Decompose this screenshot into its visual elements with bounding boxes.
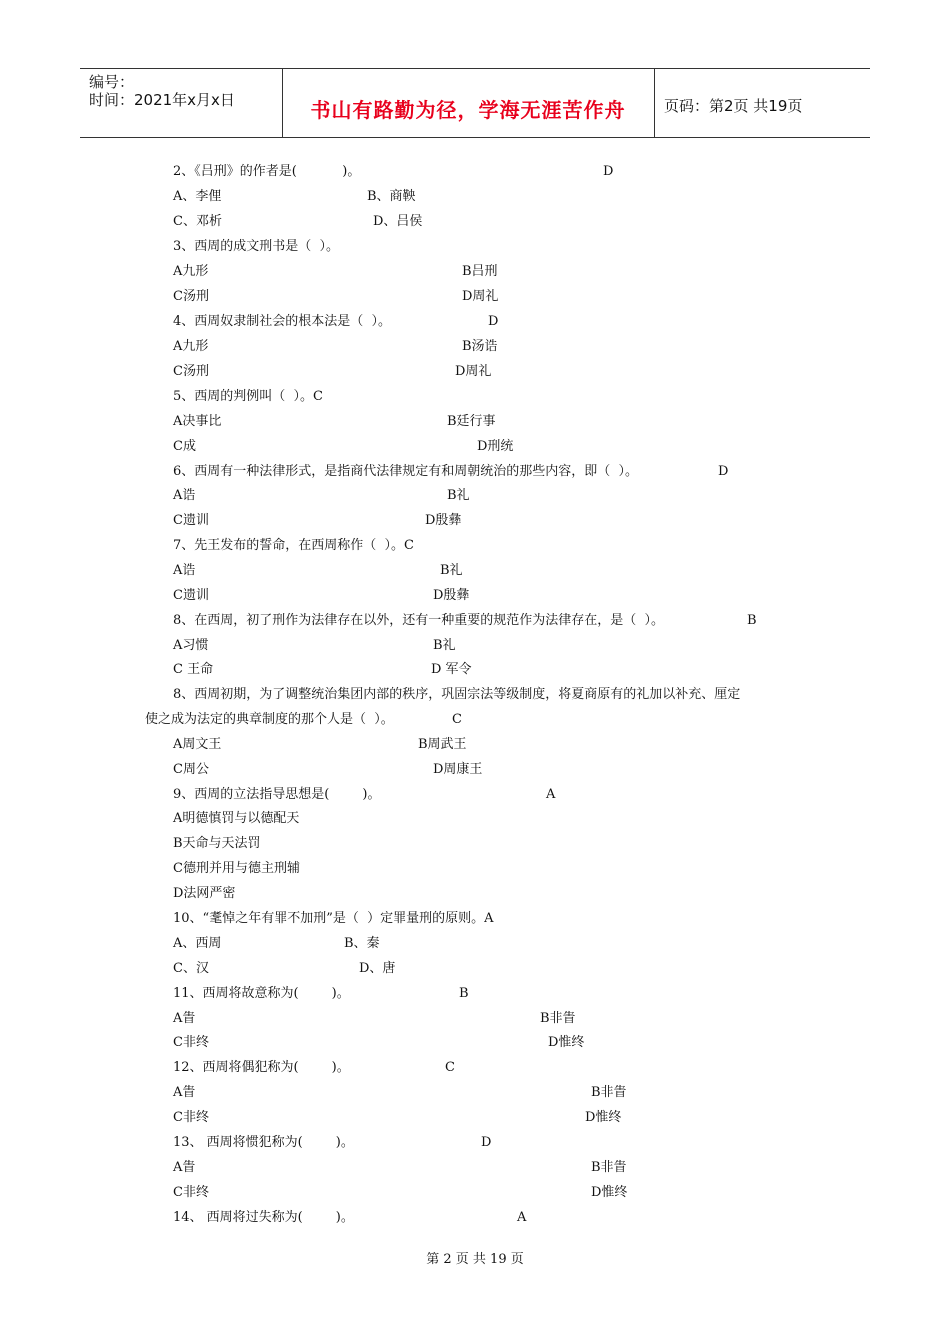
text-segment: B周武王 [418,737,467,752]
text-segment: B礼 [447,488,470,503]
text-segment: 3、西周的成文刑书是（ ）。 [173,239,340,254]
text-segment: D [488,314,499,329]
text-segment: C 王命 [173,662,214,677]
text-segment: A诰 [173,488,196,503]
text-segment: A眚 [173,1085,196,1100]
text-segment: 14、 西周将过失称为( )。 [173,1210,354,1225]
text-segment: D法网严密 [173,886,236,901]
text-segment: D周礼 [455,364,492,379]
text-segment: B [459,986,469,1001]
header-meta-cell [80,69,283,137]
text-segment: B廷行事 [447,414,496,429]
text-segment: C [452,712,462,727]
text-segment: A、李俚 [173,189,222,204]
header-motto: 书山有路勤为径，学海无涯苦作舟 [310,98,626,122]
text-segment: D惟终 [585,1110,622,1125]
text-segment: 12、西周将偶犯称为( )。 [173,1060,350,1075]
text-segment: A九形 [173,339,209,354]
text-segment: B吕刑 [462,264,498,279]
text-segment: A九形 [173,264,209,279]
text-segment: B [747,613,757,628]
text-segment: 8、西周初期，为了调整统治集团内部的秩序，巩固宗法等级制度，将夏商原有的礼加以补充、厘定 [173,687,741,702]
text-segment: B、商鞅 [367,189,416,204]
text-segment: C非终 [173,1110,209,1125]
text-segment: B非眚 [591,1160,627,1175]
text-segment: D [603,164,614,179]
text-segment: A诰 [173,563,196,578]
text-segment: C德刑并用与德主刑辅 [173,861,300,876]
header-page-number: 页码：第2页 共19页 [664,97,803,115]
document-time-label: 时间：2021年x月x日 [89,91,235,109]
text-segment: D、唐 [359,961,396,976]
text-segment: 8、在西周，初了刑作为法律存在以外，还有一种重要的规范作为法律存在，是（ ）。 [173,613,665,628]
text-segment: 使之成为法定的典章制度的那个人是（ ）。 [145,712,394,727]
text-segment: D殷彝 [425,513,462,528]
text-segment: D周礼 [462,289,499,304]
text-segment: D周康王 [433,762,483,777]
text-segment: A周文王 [173,737,222,752]
text-segment: C成 [173,439,196,454]
text-segment: C非终 [173,1185,209,1200]
page-footer: 第 2 页 共 19 页 [426,1252,524,1267]
text-segment: C、汉 [173,961,209,976]
document-number-label: 编号： [89,73,135,91]
text-segment: B汤诰 [462,339,498,354]
text-segment: B非眚 [540,1011,576,1026]
text-segment: 7、先王发布的誓命，在西周称作（ ）。C [173,538,414,553]
text-segment: D殷彝 [433,588,470,603]
text-segment: A决事比 [173,414,222,429]
text-segment: A眚 [173,1160,196,1175]
text-segment: 2、《吕刑》的作者是( )。 [173,164,361,179]
text-segment: 10、“耄悼之年有罪不加刑”是（ ）定罪量刑的原则。A [173,911,494,926]
text-segment: A习惯 [173,638,209,653]
text-segment: A [517,1210,527,1225]
text-segment: 4、西周奴隶制社会的根本法是（ ）。 [173,314,392,329]
text-segment: D [718,464,729,479]
text-segment: 5、西周的判例叫（ ）。C [173,389,323,404]
text-segment: C汤刑 [173,364,209,379]
text-segment: C周公 [173,762,209,777]
text-segment: 13、 西周将惯犯称为( )。 [173,1135,354,1150]
text-segment: D 军令 [431,662,472,677]
text-segment: C非终 [173,1035,209,1050]
text-segment: D、吕侯 [373,214,423,229]
page-header [80,68,870,138]
text-segment: C遗训 [173,588,209,603]
text-segment: B、秦 [344,936,380,951]
text-segment: C、邓析 [173,214,222,229]
header-page-cell [654,69,870,137]
text-segment: B礼 [433,638,456,653]
text-segment: C遗训 [173,513,209,528]
text-segment: C汤刑 [173,289,209,304]
header-motto-cell [282,69,655,137]
text-segment: D惟终 [548,1035,585,1050]
text-segment: C [445,1060,455,1075]
text-segment: B非眚 [591,1085,627,1100]
text-segment: 6、西周有一种法律形式，是指商代法律规定有和周朝统治的那些内容，即（ ）。 [173,464,639,479]
text-segment: A眚 [173,1011,196,1026]
text-segment: D刑统 [477,439,514,454]
text-segment: B礼 [440,563,463,578]
text-segment: D [481,1135,492,1150]
text-segment: A、西周 [173,936,222,951]
text-segment: A [546,787,556,802]
text-segment: D惟终 [591,1185,628,1200]
text-segment: 11、西周将故意称为( )。 [173,986,350,1001]
text-segment: B天命与天法罚 [173,836,261,851]
text-segment: 9、西周的立法指导思想是( )。 [173,787,381,802]
text-segment: A明德慎罚与以德配天 [173,811,300,826]
